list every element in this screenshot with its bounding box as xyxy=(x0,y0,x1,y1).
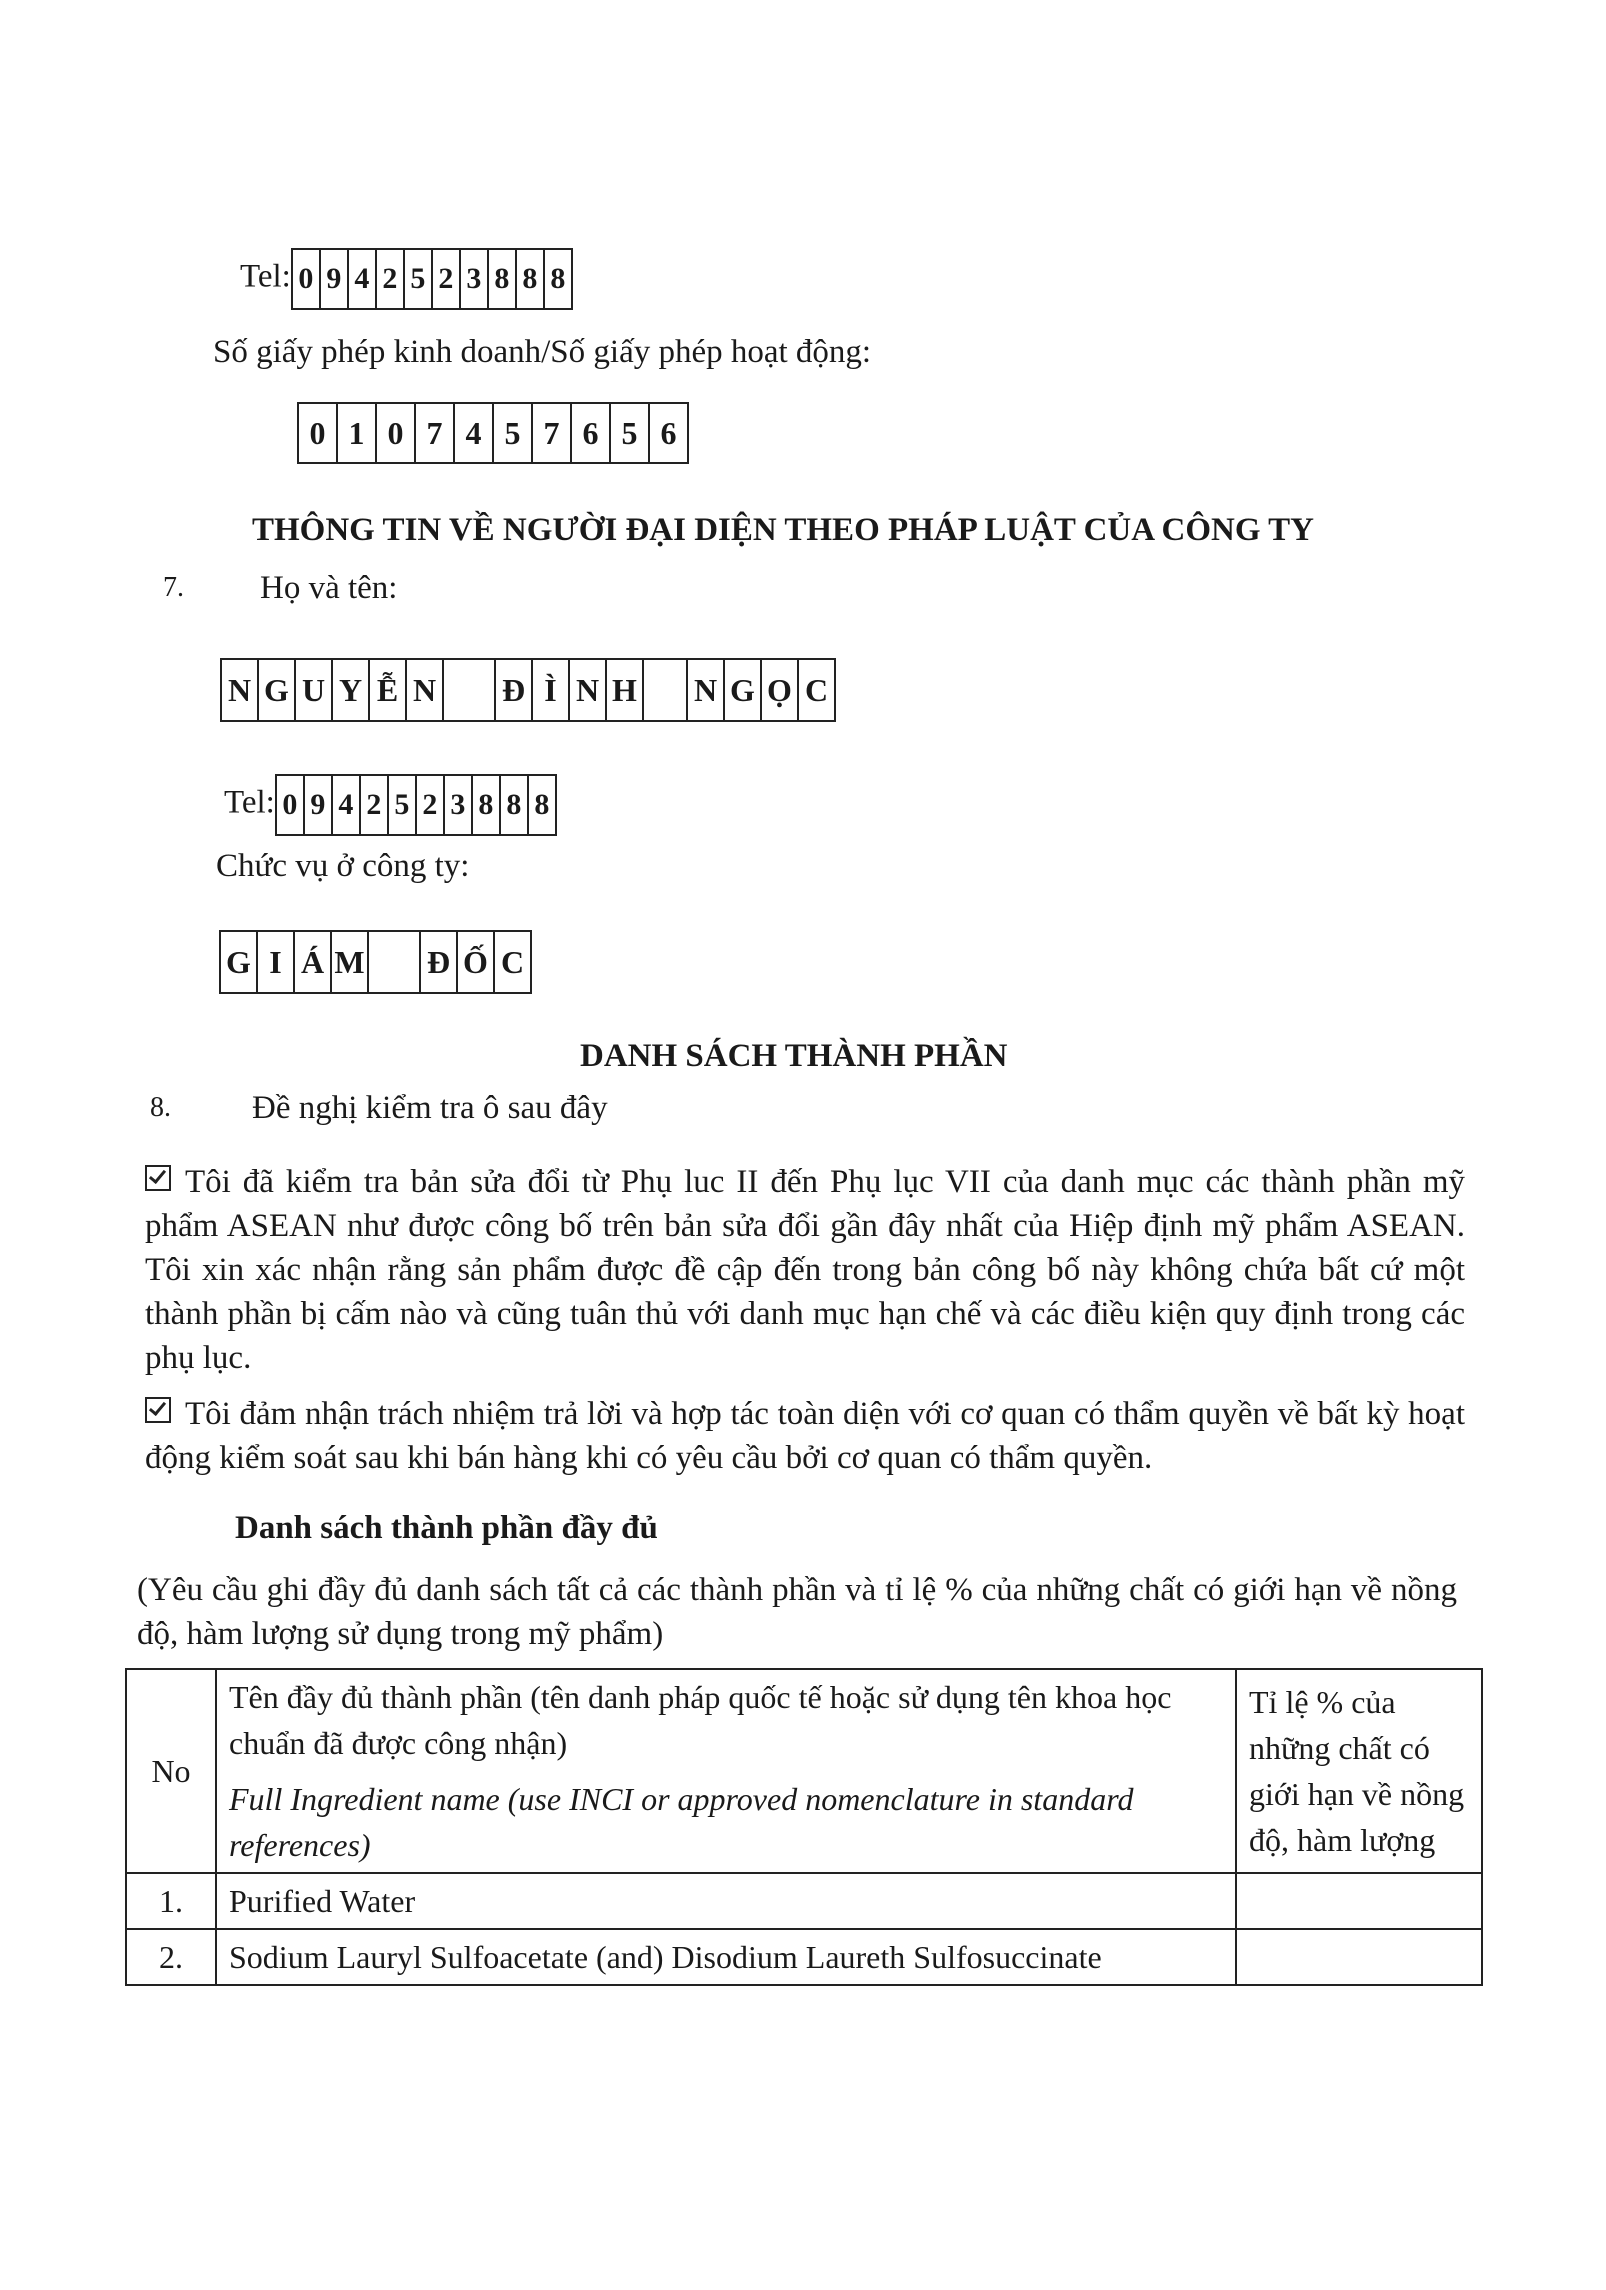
rep-name-boxes xyxy=(220,658,836,722)
letter-cell: N xyxy=(407,660,444,720)
letter-cell xyxy=(369,932,421,992)
digit-cell: 2 xyxy=(417,776,445,834)
digit-cell: 6 xyxy=(572,404,611,462)
digit-cell: 4 xyxy=(455,404,494,462)
checkbox-checked-icon[interactable] xyxy=(145,1397,171,1423)
digit-cell: 9 xyxy=(321,250,349,308)
rep-position-row xyxy=(219,930,532,994)
header-percentage: Tỉ lệ % của những chất có giới hạn về nồng độ, hàm lượng xyxy=(1236,1669,1482,1873)
row-no: 2. xyxy=(126,1929,216,1985)
rep-tel-label: Tel: xyxy=(224,784,275,821)
ingredients-intro: Đề nghị kiểm tra ô sau đây xyxy=(252,1090,608,1126)
header-name-en: Full Ingredient name (use INCI or approved nomenclature in standard references) xyxy=(229,1781,1134,1863)
digit-cell: 2 xyxy=(433,250,461,308)
letter-cell xyxy=(444,660,496,720)
rep-tel-boxes xyxy=(275,774,557,836)
license-label: Số giấy phép kinh doanh/Số giấy phép hoạt động: xyxy=(213,334,872,370)
letter-cell: Á xyxy=(295,932,332,992)
rep-number: 7. xyxy=(163,572,184,603)
digit-cell: 3 xyxy=(445,776,473,834)
letter-cell: G xyxy=(725,660,762,720)
digit-cell: 7 xyxy=(533,404,572,462)
letter-cell: U xyxy=(296,660,333,720)
table-row xyxy=(126,1873,1482,1929)
table-header-row xyxy=(126,1669,1482,1873)
digit-cell: 0 xyxy=(299,404,338,462)
rep-position-boxes xyxy=(219,930,532,994)
digit-cell: 5 xyxy=(494,404,533,462)
full-list-note: (Yêu cầu ghi đầy đủ danh sách tất cả các thành phần và tỉ lệ % của những chất có giới hạn về nồng độ, hàm lượng sử dụng trong mỹ phẩm) xyxy=(137,1572,1457,1652)
license-boxes xyxy=(297,402,689,464)
checkbox-statement-2-text: Tôi đảm nhận trách nhiệm trả lời và hợp tác toàn diện với cơ quan có thẩm quyền về bất kỳ hoạt động kiểm soát sau khi bán hàng khi có yêu cầu bởi cơ quan có thẩm quyền. xyxy=(145,1396,1465,1476)
digit-cell: 4 xyxy=(333,776,361,834)
letter-cell: G xyxy=(259,660,296,720)
checkbox-statement-1-text: Tôi đã kiểm tra bản sửa đổi từ Phụ luc II đến Phụ lục VII của danh mục các thành phần mỹ phẩm ASEAN như được công bố trên bản sửa đổi gần đây nhất của Hiệp định mỹ phẩm ASEAN. Tôi xin xác nhận rằng sản phẩm được đề cập đến trong bản công bố này không chứa bất cứ một thành phần bị cấm nào và cũng tuân thủ với danh mục hạn chế và các điều kiện quy định trong các phụ lục. xyxy=(145,1164,1465,1376)
company-tel-boxes xyxy=(291,248,573,310)
digit-cell: 1 xyxy=(338,404,377,462)
digit-cell: 8 xyxy=(534,788,550,822)
letter-cell: N xyxy=(688,660,725,720)
letter-cell: C xyxy=(804,671,829,708)
row-percentage xyxy=(1236,1873,1482,1929)
letter-cell: Đ xyxy=(496,660,533,720)
header-ingredient-name xyxy=(216,1669,1236,1873)
letter-cell: M xyxy=(332,932,369,992)
header-name-vi: Tên đầy đủ thành phần (tên danh pháp quốc tế hoặc sử dụng tên khoa học chuẩn đã được công nhận) xyxy=(229,1679,1172,1761)
row-percentage xyxy=(1236,1929,1482,1985)
rep-tel-row xyxy=(224,774,557,836)
row-ingredient: Purified Water xyxy=(216,1873,1236,1929)
letter-cell: Y xyxy=(333,660,370,720)
letter-cell: Ễ xyxy=(370,660,407,720)
license-row xyxy=(297,402,689,464)
letter-cell: N xyxy=(570,660,607,720)
letter-cell: C xyxy=(500,943,525,980)
letter-cell: N xyxy=(222,660,259,720)
digit-cell: 8 xyxy=(489,250,517,308)
digit-cell: 2 xyxy=(361,776,389,834)
rep-heading: THÔNG TIN VỀ NGƯỜI ĐẠI DIỆN THEO PHÁP LUẬT CỦA CÔNG TY xyxy=(252,512,1314,548)
ingredients-heading: DANH SÁCH THÀNH PHẦN xyxy=(580,1038,1008,1074)
checkbox-statement-1 xyxy=(145,1160,1465,1380)
digit-cell: 8 xyxy=(517,250,545,308)
letter-cell: G xyxy=(221,932,258,992)
company-tel-label: Tel: xyxy=(240,258,291,295)
row-ingredient: Sodium Lauryl Sulfoacetate (and) Disodium Laureth Sulfosuccinate xyxy=(216,1929,1236,1985)
full-list-title: Danh sách thành phần đầy đủ xyxy=(235,1510,658,1546)
digit-cell: 5 xyxy=(389,776,417,834)
digit-cell: 7 xyxy=(416,404,455,462)
rep-position-label: Chức vụ ở công ty: xyxy=(216,848,470,884)
checkbox-checked-icon[interactable] xyxy=(145,1165,171,1191)
ingredients-number: 8. xyxy=(150,1092,171,1123)
digit-cell: 8 xyxy=(501,776,529,834)
digit-cell: 9 xyxy=(305,776,333,834)
digit-cell: 0 xyxy=(277,776,305,834)
header-no: No xyxy=(126,1669,216,1873)
ingredients-table xyxy=(125,1668,1483,1986)
digit-cell: 3 xyxy=(461,250,489,308)
table-row xyxy=(126,1929,1482,1985)
letter-cell: Đ xyxy=(421,932,458,992)
digit-cell: 0 xyxy=(293,250,321,308)
company-tel-row xyxy=(240,248,573,310)
digit-cell: 8 xyxy=(550,262,566,296)
letter-cell xyxy=(644,660,688,720)
checkbox-statement-2 xyxy=(145,1392,1465,1480)
digit-cell: 5 xyxy=(405,250,433,308)
letter-cell: Ì xyxy=(533,660,570,720)
letter-cell: Ọ xyxy=(762,660,799,720)
digit-cell: 0 xyxy=(377,404,416,462)
rep-name-label: Họ và tên: xyxy=(260,570,398,606)
rep-name-row xyxy=(220,658,836,722)
letter-cell: Ố xyxy=(458,932,495,992)
digit-cell: 2 xyxy=(377,250,405,308)
digit-cell: 6 xyxy=(660,414,677,451)
digit-cell: 4 xyxy=(349,250,377,308)
letter-cell: I xyxy=(258,932,295,992)
digit-cell: 5 xyxy=(611,404,650,462)
row-no: 1. xyxy=(126,1873,216,1929)
digit-cell: 8 xyxy=(473,776,501,834)
letter-cell: H xyxy=(607,660,644,720)
